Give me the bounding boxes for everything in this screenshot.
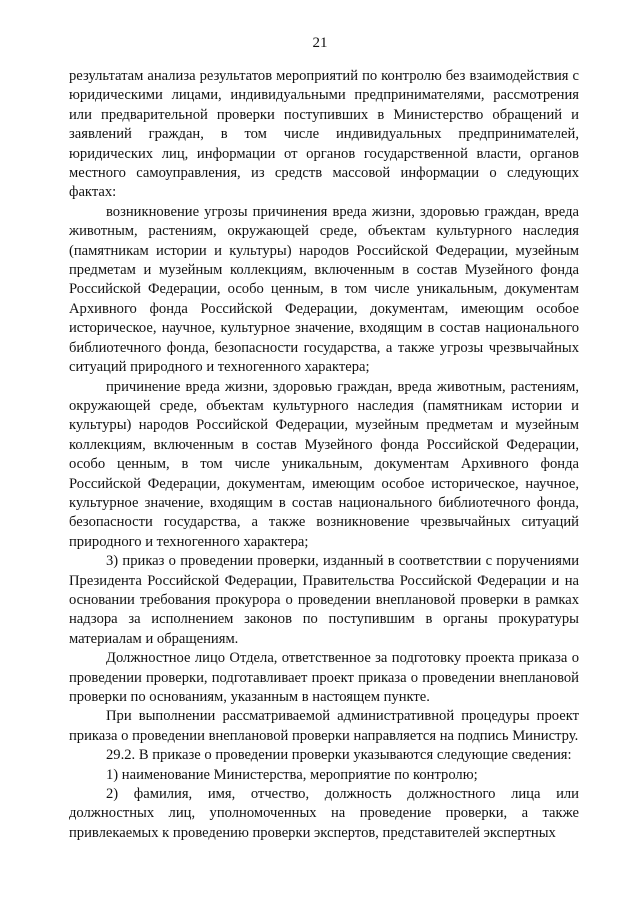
paragraph-29-2: 29.2. В приказе о проведении проверки указываются следующие сведения: [106, 747, 572, 764]
paragraph-continuation: результатам анализа результатов мероприятий по контролю без взаимодействия с юридическими лицами, индивидуальными предпринимателями, рассмотрения или предварительной проверки поступивших в Министерство обращений и заявлений граждан, в том числе индивидуальных предпринимателей, юридических лиц, информации от органов государственной власти, органов местного самоуправления, из средств массовой информации о следующих фактах: [69, 68, 579, 201]
paragraph-threat: возникновение угрозы причинения вреда жизни, здоровью граждан, вреда животным, растениям, окружающей среде, объектам культурного наследия (памятникам истории и культуры) народов Российской Федерации, музейным предметам и музейным коллекциям, включенным в состав Музейного фонда Российской Федерации, особо ценным, в том числе уникальным, документам Архивного фонда Российской Федерации, документам, имеющим особое историческое, научное, культурное значение, входящим в состав национального библиотечного фонда, безопасности государства, а также угрозы чрезвычайных ситуаций природного и техногенного характера; [69, 203, 579, 376]
page-number: 21 [312, 35, 328, 51]
paragraph-item-3: 3) приказ о проведении проверки, изданный в соответствии с поручениями Президента Российской Федерации, Правительства Российской Федерации и на основании требования прокурора о проведении внеплановой проверки в рамках надзора за исполнением законов по поступившим в органы прокуратуры материалам и обращениям. [69, 553, 579, 647]
paragraph-harm: причинение вреда жизни, здоровью граждан, вреда животным, растениям, окружающей среде, объектам культурного наследия (памятникам истории и культуры) народов Российской Федерации, музейным предметам и музейным коллекциям, включенным в состав Музейного фонда Российской Федерации, особо ценным, в том числе уникальным, документам Архивного фонда Российской Федерации, документам, имеющим особое историческое, научное, культурное значение, входящим в состав национального библиотечного фонда, безопасности государства, а также возникновение чрезвычайных ситуаций природного и техногенного характера; [69, 378, 579, 550]
document-body [69, 67, 579, 843]
paragraph-procedure: При выполнении рассматриваемой административной процедуры проект приказа о проведении внеплановой проверки направляется на подпись Министру. [69, 708, 579, 744]
paragraph-list-item-1: 1) наименование Министерства, мероприятие по контролю; [106, 766, 478, 783]
paragraph-official: Должностное лицо Отдела, ответственное за подготовку проекта приказа о проведении проверки, подготавливает проект приказа о проведении внеплановой проверки по основаниям, указанным в настоящем пункте. [69, 650, 579, 705]
paragraph-list-item-2: 2) фамилия, имя, отчество, должность должностного лица или должностных лиц, уполномоченных на проведение проверки, а также привлекаемых к проведению проверки экспертов, представителей экспертных [69, 786, 579, 841]
